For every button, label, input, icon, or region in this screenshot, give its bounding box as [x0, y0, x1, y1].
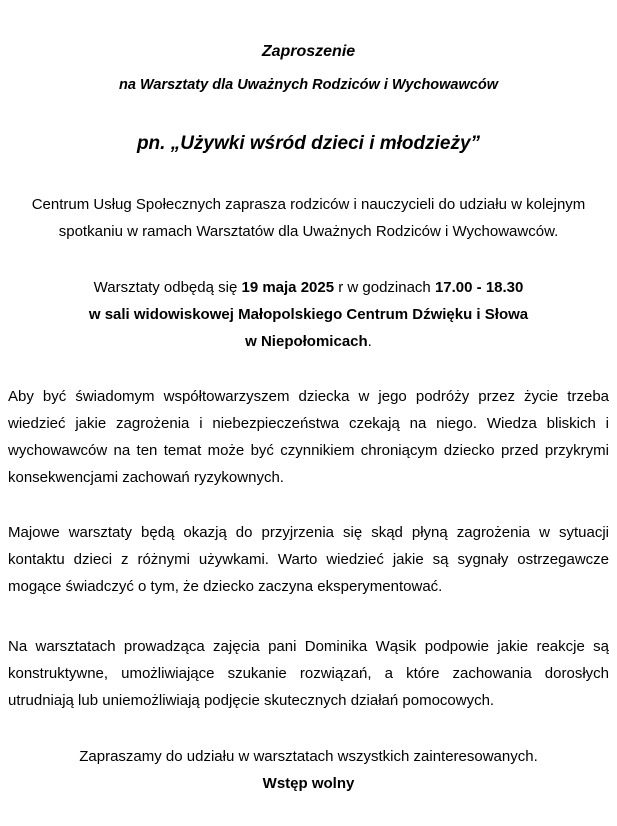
body-paragraph-1-text: Aby być świadomym współtowarzyszem dziecka w jego podróży przez życie trzeba wiedzieć jakie zagrożenia i niebezpieczeństwa czekają na niego. Wiedza bliskich i wychowawców na ten temat może być czynnikiem chroniącym dziecko przed przykrymi konsekwencjami zachowań ryzykownych. — [8, 388, 609, 486]
intro-text: Centrum Usług Społecznych zaprasza rodziców i nauczycieli do udziału w kolejnym spotkaniu w ramach Warsztatów dla Uważnych Rodziców i Wychowawców. — [31, 196, 586, 240]
body-paragraph-2 — [8, 519, 609, 600]
event-date-line — [8, 274, 609, 301]
intro-paragraph — [8, 191, 609, 245]
closing-invite: Zapraszamy do udziału w warsztatach wszystkich zainteresowanych. — [79, 748, 538, 765]
event-date: 19 maja 2025 — [241, 279, 335, 296]
workshop-topic: pn. „Używki wśród dzieci i młodzieży” — [136, 133, 481, 154]
document-subtitle: na Warsztaty dla Uważnych Rodziców i Wychowawców — [119, 77, 498, 93]
event-venue-line — [8, 301, 609, 328]
document-title: Zaproszenie — [261, 43, 356, 60]
body-paragraph-3 — [8, 633, 609, 714]
event-venue: w sali widowiskowej Małopolskiego Centrum Dźwięku i Słowa — [88, 306, 529, 323]
body-paragraph-2-text: Majowe warsztaty będą okazją do przyjrzenia się skąd płyną zagrożenia w sytuacji kontaktu dzieci z różnymi używkami. Warto wiedzieć jakie są sygnały ostrzegawcze mogące świadczyć o tym, że dziecko zaczyna eksperymentować. — [8, 524, 609, 595]
event-details — [8, 274, 609, 355]
event-time: 17.00 - 18.30 — [434, 279, 524, 296]
free-admission: Wstęp wolny — [262, 775, 355, 792]
event-town-suffix: . — [367, 333, 372, 350]
event-prefix: Warsztaty odbędą się — [93, 279, 242, 296]
body-paragraph-1 — [8, 383, 609, 491]
event-town: w Niepołomicach — [245, 333, 368, 350]
event-town-line — [8, 328, 609, 355]
body-paragraph-3-text: Na warsztatach prowadząca zajęcia pani Dominika Wąsik podpowie jakie reakcje są konstruktywne, umożliwiające szukanie rozwiązań, a które zachowania dorosłych utrudniają lub uniemożliwiają podjęcie skutecznych działań pomocowych. — [8, 638, 609, 709]
event-middle: r w godzinach — [334, 279, 435, 296]
closing-section — [8, 743, 609, 797]
